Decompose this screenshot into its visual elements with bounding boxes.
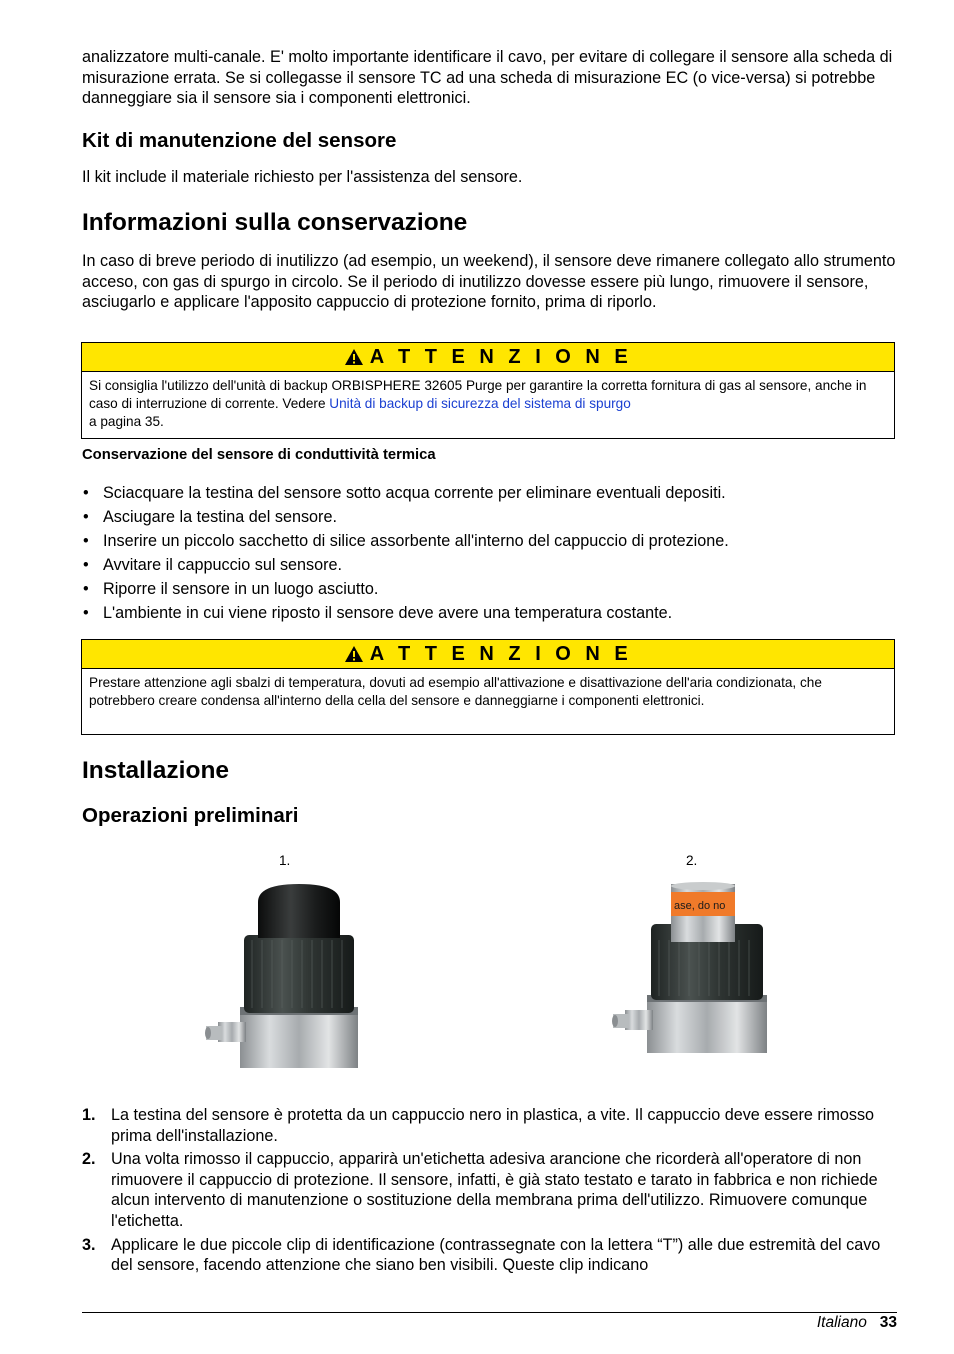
list-item: • Sciacquare la testina del sensore sotto acqua corrente per eliminare eventuali depositi. [83,484,726,502]
preliminary-heading: Operazioni preliminari [82,804,299,827]
list-item: 1. La testina del sensore è protetta da un cappuccio nero in plastica, a vite. Il cappuccio deve essere rimosso prima dell'installazione. [82,1106,875,1145]
caution-text [82,372,894,436]
caution-text: Prestare attenzione agli sbalzi di temperatura, dovuti ad esempio all'attivazione e disattivazione dell'aria condizionata, che potrebbero creare condensa all'interno della cella del sensore e danneggiarne i componenti elettronici. [89,675,822,708]
backup-unit-link[interactable]: Unità di backup di sicurezza del sistema di spurgo [329,396,631,411]
installation-heading: Installazione [82,757,230,784]
installation-steps [82,1105,897,1279]
caution-header [82,640,894,669]
page-number: 33 [879,1314,897,1331]
list-item: • Riporre il sensore in un luogo asciutto. [83,580,379,598]
footer [817,1313,897,1333]
storage-heading: Informazioni sulla conservazione [82,209,468,236]
caution-title: A T T E N Z I O N E [369,345,633,368]
list-item: • L'ambiente in cui viene riposto il sensore deve avere una temperatura costante. [83,604,673,622]
kit-text: Il kit include il materiale richiesto per l'assistenza del sensore. [82,168,523,186]
caution-box-backup [81,342,895,439]
sensor-with-label-image [607,880,767,1053]
caution-box-temperature [81,639,895,735]
tc-storage-list [82,483,897,627]
warning-triangle-icon [344,348,364,366]
list-item: 3. Applicare le due piccole clip di identificazione (contrassegnate con la lettera “T”) alle due estremità del cavo del sensore, facendo attenzione che siano ben visibili. Queste clip indicano [82,1235,881,1275]
list-item: 2. Una volta rimosso il cappuccio, apparirà un'etichetta adesiva arancione che ricorderà all'operatore di non rimuovere il cappuccio di protezione. Il sensore, infatti, è già stato testato e tarato in fabbrica e non richiede alcun intervento di manutenzione o sostituzione della membrana prima dell'utilizzo. Rimuovere comunque l'etichetta. [82,1150,878,1230]
warning-triangle-icon [344,645,364,663]
sensor-with-cap-image [200,880,360,1068]
caution-text-main: Si consiglia l'utilizzo dell'unità di backup ORBISPHERE 32605 Purge per garantire la corretta fornitura di gas al sensore, anche in caso di interruzione di corrente. Vedere [89,378,867,411]
footer-divider [82,1312,897,1313]
caution-page-ref: a pagina 35. [89,414,164,429]
list-item: • Avvitare il cappuccio sul sensore. [83,556,343,574]
intro-paragraph: analizzatore multi-canale. E' molto importante identificare il cavo, per evitare di collegare il sensore alla scheda di misurazione errata. Se si collegasse il sensore TC ad una scheda di misurazione EC (o vice-versa) si potrebbe danneggiare sia il sensore sia i componenti elettronici. [82,48,893,108]
storage-text: In caso di breve periodo di inutilizzo (ad esempio, un weekend), il sensore deve rimanere collegato allo strumento acceso, con gas di spurgo in circolo. Se il periodo di inutilizzo dovesse essere più lungo, rimuovere il sensore, asciugarlo e applicare l'apposito cappuccio di protezione fornito, prima di riporlo. [82,252,896,312]
caution-title: A T T E N Z I O N E [369,642,633,665]
figure-label-1: 1. [279,853,291,868]
kit-heading: Kit di manutenzione del sensore [82,129,397,152]
list-item: • Asciugare la testina del sensore. [83,508,337,526]
tc-storage-heading: Conservazione del sensore di conduttività termica [82,447,436,463]
orange-label-text: ase, do no [674,900,726,912]
list-item: • Inserire un piccolo sacchetto di silice assorbente all'interno del cappuccio di protezione. [83,532,729,550]
caution-header [82,343,894,372]
figure-label-2: 2. [686,853,698,868]
footer-language: Italiano [816,1314,867,1331]
